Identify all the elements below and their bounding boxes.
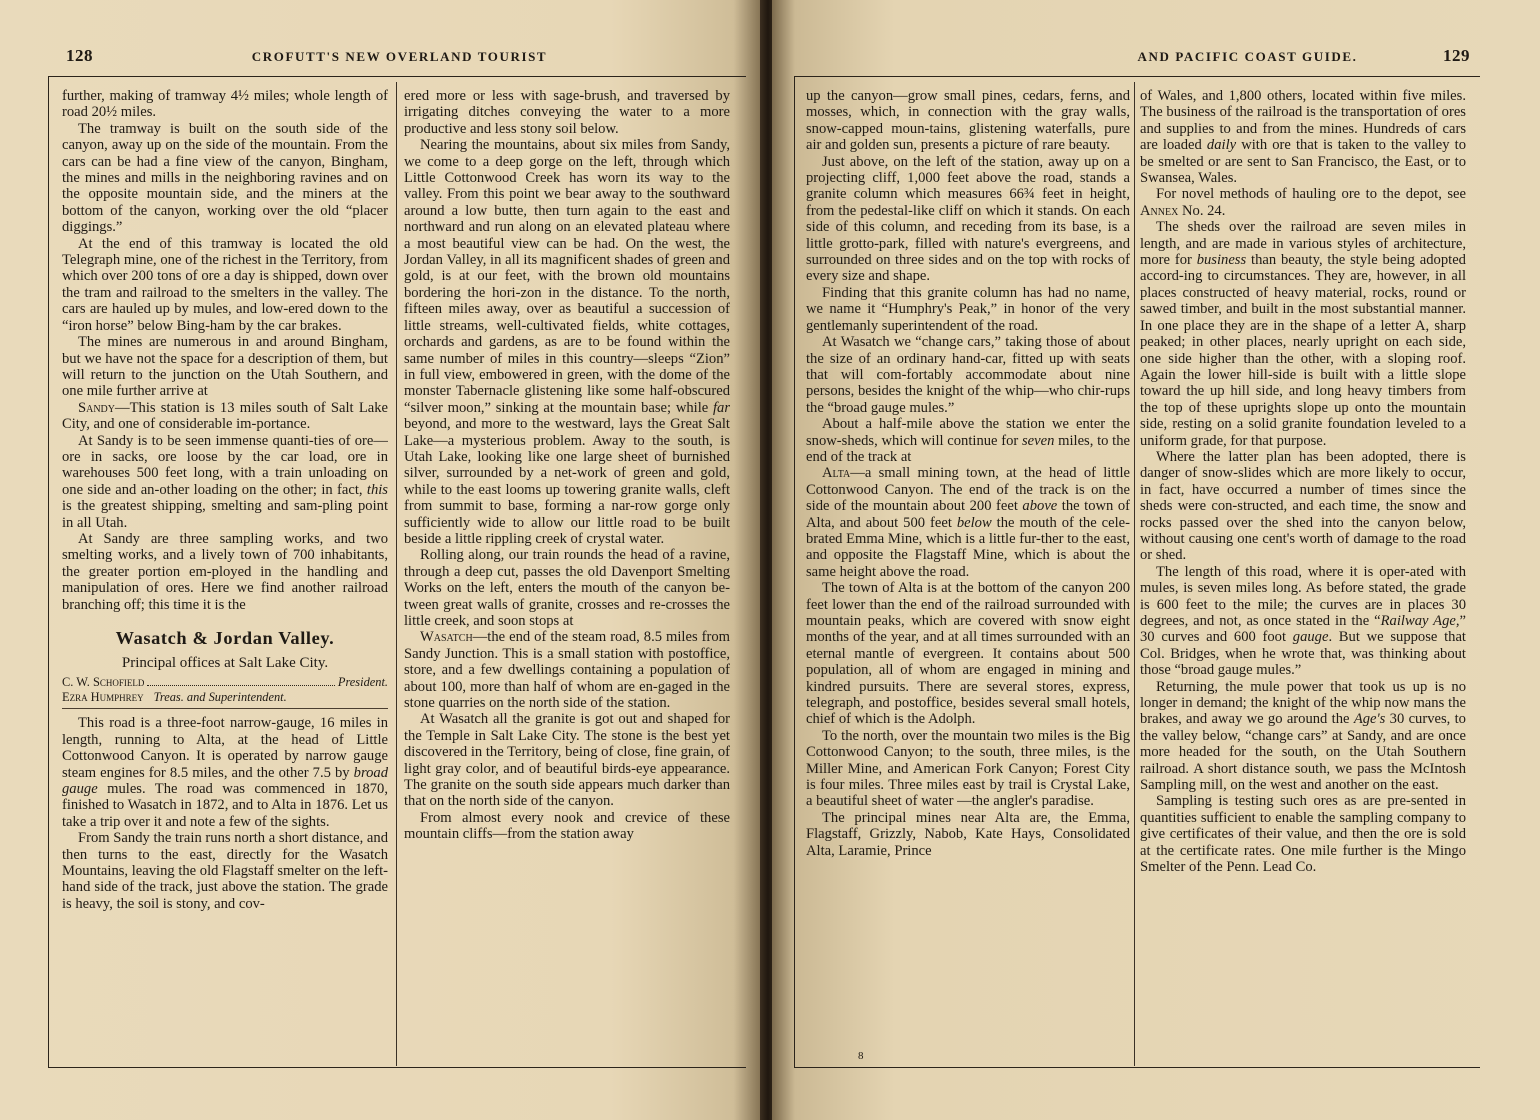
left-running-head: CROFUTT'S NEW OVERLAND TOURIST <box>251 49 548 64</box>
italic-text: Age's <box>1353 711 1386 728</box>
text-run: Nearing the mountains, about six miles from Sandy, we come to a deep gorge on the left, through which Little Cottonwood Creek has worn its way to the valley. From this point we bear away to the southward around a low butte, then turn again to the east and northward and run along on an elevated plateau where a most beautiful view can be had. On the west, the Jordan Valley, in all its magnificent shades of green and gold, is at our feet, with the brown old mountains bordering the hori-zon in the distance. To the north, fifteen miles away, over as beautiful a succession of little streams, well-cultivated fields, white cottages, orchards and gardens, as are to be found within the same number of miles in this country—sleeps “Zion” in full view, embowered in green, with the dome of the monster Tabernacle glistening like some half-obscured “silver moon,” sinking at the mountain base; while <box>404 137 730 416</box>
left-outer-frame <box>48 76 49 1068</box>
paragraph <box>806 580 1130 728</box>
officer-name: Ezra Humphrey <box>62 690 144 705</box>
text-run: mules. The road was commenced in 1870, finished to Wasatch in 1872, and to Alta in 1876. Let us take a trip over it and note a few of the sights. <box>62 781 388 830</box>
paragraph <box>806 728 1130 810</box>
text-run: The sheds over the railroad are seven miles in length, and are made in various styles of architecture, more for <box>1140 219 1466 269</box>
paragraph <box>806 285 1130 334</box>
text-run: Sampling is testing such ores as are pre-sented in quantities sufficient to enable the sampling company to give certificates of their value, and then the ore is sold at the certificate rates. One mile further is the Mingo Smelter of the Penn. Lead Co. <box>1140 793 1466 876</box>
paragraph <box>404 88 730 137</box>
paragraph <box>806 154 1130 285</box>
small-caps-term: Wasatch <box>420 629 473 646</box>
text-run: At Wasatch we “change cars,” taking those of about the size of an ordinary hand-car, fitted up with seats that will com-fortably accommodate about nine persons, besides the knight of the whip—who chir-rups the “broad gauge mules.” <box>806 334 1130 416</box>
text-run: the mouth of the cele-brated Emma Mine, which is a little fur-ther to the east, and opposite the Flagstaff Mine, which is about the same height above the road. <box>806 514 1130 580</box>
officer-row <box>62 675 388 690</box>
paragraph <box>62 334 388 400</box>
paragraph <box>1140 564 1466 679</box>
paragraph <box>806 465 1130 580</box>
signature-mark: 8 <box>858 1050 864 1062</box>
officers-list <box>62 675 388 709</box>
paragraph <box>62 433 388 531</box>
paragraph <box>806 416 1130 465</box>
paragraph <box>1140 679 1466 794</box>
officer-role: Treas. and Superintendent. <box>153 690 287 705</box>
text-run: miles, to the end of the track at <box>806 432 1130 465</box>
paragraph <box>62 236 388 334</box>
text-run: The length of this road, where it is oper-ated with mules, is seven miles long. As before stated, the grade is 600 feet to the mile; the curves are in places 30 degrees, and not, as once stated in the “ <box>1140 563 1466 629</box>
paragraph <box>62 400 388 433</box>
left-column-1 <box>62 88 388 1062</box>
text-run: —This station is 13 miles south of Salt Lake City, and one of considerable im-portance. <box>62 399 388 433</box>
text-run: The principal mines near Alta are, the Emma, Flagstaff, Grizzly, Nabob, Kate Hays, Consolidated Alta, Laramie, Prince <box>806 809 1130 859</box>
officer-row <box>62 690 388 705</box>
paragraph <box>1140 88 1466 186</box>
italic-text: business <box>1196 252 1247 269</box>
small-caps-term: Sandy <box>78 399 116 416</box>
leader-dots <box>147 685 334 686</box>
right-page-number: 129 <box>1443 46 1470 65</box>
left-page-header <box>66 46 730 70</box>
text-run: Just above, on the left of the station, away up on a projecting cliff, 1,000 feet above the road, stands a granite column which measures 66¾ feet in height, from the pedestal-like cliff on which it stands. On each side of this column, and receding from its base, is a little grotto-park, filled with nature's evergreens, and surrounded on three sides and on the top with rocks of every size and shape. <box>806 153 1130 285</box>
text-run: ered more or less with sage-brush, and traversed by irrigating ditches conveying the water to a more productive and less stony soil below. <box>404 88 730 137</box>
italic-text: Railway Age, <box>1380 613 1460 629</box>
paragraph <box>806 88 1130 154</box>
text-run: At Wasatch all the granite is got out and shaped for the Temple in Salt Lake City. The stone is the best yet discovered in the Territory, being of close, fine grain, of light gray color, and of beautiful birds-eye appearance. The granite on the south side appears much darker than that on the north side of the canyon. <box>404 711 730 810</box>
paragraph <box>62 531 388 613</box>
text-run: Finding that this granite column has had no name, we name it “Humphry's Peak,” in honor of the very gentlemanly superintendent of the road. <box>806 284 1130 334</box>
right-header-rule <box>794 76 1480 77</box>
text-run: This road is a three-foot narrow-gauge, 16 miles in length, running to Alta, at the head of Little Cottonwood Canyon. It is operated by narrow gauge steam engines for 8.5 miles, and the other 7.5 by <box>62 715 388 781</box>
text-run: Rolling along, our train rounds the head of a ravine, through a deep cut, passes the old Davenport Smelting Works on the left, enters the mouth of the canyon be-tween great walls of granite, crosses and re-crosses the little creek, and soon stops at <box>404 547 730 629</box>
text-run: The town of Alta is at the bottom of the canyon 200 feet lower than the end of the railroad surrounded with mountain peaks, which are covered with snow eight months of the year, and at all times surrounded with an eternal mantle of evergreen. It contains about 500 population, all of whom are engaged in mining and kindred pursuits. There are several stores, express, telegraph, and postoffice, besides several small hotels, chief of which is the Adolph. <box>806 580 1130 728</box>
paragraph <box>62 715 388 830</box>
text-run: than beauty, the style being adopted accord-ing to circumstances. They are, however, in all places constructed of heavy material, rocks, round or sawed timber, and built in the most substantial manner. In one place they are in the shape of a letter A, sharp peaked; in other places, nearly upright on each side, one side higher than the other, with a sloping roof. Again the lower hill-side is built with a little slope toward the up hill side, and long heavy timbers from the top of these uprights slope up onto the mountain side, resting on a solid granite foundation leveled to a uniform grade, for that purpose. <box>1140 252 1466 449</box>
text-run: 30 curves, to the valley below, “change cars” at Sandy, and are once more headed for the south, on the Utah Southern railroad. A short distance south, we pass the McIntosh Sampling mill, on the west and another on the east. <box>1140 711 1466 794</box>
paragraph <box>404 547 730 629</box>
text-run: beyond, and more to the westward, lays the Great Salt Lake—a mysterious problem. Away to the south, is Utah Lake, looking like one large sheet of burnished silver, surrounded by a net-work of green and gold, while to the east looms up towering granite walls, cleft from summit to base, forming a nar-row gorge only sufficiently wide to allow our little road to be built beside a little rippling creek of crystal water. <box>404 416 730 547</box>
text-run: further, making of tramway 4½ miles; whole length of road 20½ miles. <box>62 88 388 121</box>
left-column-divider <box>396 82 397 1066</box>
small-caps-term: Alta <box>822 465 851 482</box>
paragraph <box>1140 219 1466 449</box>
text-run: —a small mining town, at the head of little Cottonwood Canyon. The end of the track is on the side of the mountain about 200 feet <box>806 465 1130 515</box>
italic-text: this <box>366 481 388 498</box>
text-run: —the end of the steam road, 8.5 miles from Sandy Junction. This is a small station with postoffice, store, and a few dwellings containing a population of about 100, more than half of whom are en-gaged in the stone quarries on the north side of the station. <box>404 629 730 712</box>
right-running-head: AND PACIFIC COAST GUIDE. <box>1137 49 1358 64</box>
italic-text: seven <box>1021 432 1055 449</box>
paragraph <box>62 121 388 236</box>
text-run: For novel methods of hauling ore to the depot, see <box>1156 186 1466 203</box>
section-subheading: Principal offices at Salt Lake City. <box>121 655 329 671</box>
italic-text: gauge <box>1292 629 1329 646</box>
paragraph <box>62 88 388 121</box>
paragraph <box>806 810 1130 859</box>
section-heading: Wasatch & Jordan Valley. <box>115 628 335 648</box>
italic-text: broad gauge <box>62 764 388 798</box>
text-run: Returning, the mule power that took us up is no longer in demand; the knight of the whip now mans the brakes, and away we go around the <box>1140 678 1466 728</box>
italic-text: below <box>956 514 992 531</box>
right-outer-frame <box>794 76 795 1068</box>
paragraph <box>404 629 730 711</box>
paragraph <box>806 334 1130 416</box>
text-run: Where the latter plan has been adopted, there is danger of snow-slides which are more likely to occur, in fact, have occurred a number of times since the sheds were con-structed, and each time, the snow and rocks passed over the shed into the canyon below, without causing one cent's worth of damage to the road or shed. <box>1140 448 1466 564</box>
italic-text: above <box>1022 498 1058 515</box>
text-run: From almost every nook and crevice of these mountain cliffs—from the station away <box>404 809 730 843</box>
text-run: up the canyon—grow small pines, cedars, ferns, and mosses, which, in connection with the gray walls, snow-capped moun-tains, glistening waterfalls, pure air and golden sun, presents a picture of rare beauty. <box>806 88 1130 154</box>
paragraph <box>1140 793 1466 875</box>
paragraph <box>1140 186 1466 219</box>
officer-name: C. W. Schofield <box>62 675 145 690</box>
right-page <box>772 0 1540 1120</box>
text-run: To the north, over the mountain two miles is the Big Cottonwood Canyon; to the south, three miles, is the Miller Mine, and American Fork Canyon; Forest City is four miles. Three miles east by trail is Crystal Lake, a beautiful sheet of water —the angler's paradise. <box>806 727 1130 810</box>
left-bottom-rule <box>48 1067 746 1068</box>
right-column-1 <box>806 88 1130 1062</box>
paragraph <box>404 810 730 843</box>
text-run: The tramway is built on the south side of the canyon, away up on the side of the mountain. From the cars can be had a fine view of the canyon, Bingham, the mines and mills in the neighboring ravines and on the opposite mountain side, and the miners at the bottom of the canyon, working over the old “placer diggings.” <box>62 120 388 236</box>
small-caps-term: Annex <box>1140 202 1179 219</box>
text-run: From Sandy the train runs north a short distance, and then turns to the east, directly for the Wasatch Mountains, leaving the old Flagstaff smelter on the left-hand side of the track, just above the station. The grade is heavy, the soil is stony, and cov- <box>62 830 388 912</box>
text-run: with ore that is taken to the valley to be smelted or are sent to San Francisco, the East, or to Swansea, Wales. <box>1140 137 1466 187</box>
right-column-2 <box>1140 88 1466 1062</box>
left-column-2 <box>404 88 730 1062</box>
right-column-divider <box>1134 82 1135 1066</box>
italic-text: far <box>712 399 730 416</box>
text-run: No. 24. <box>1178 202 1226 219</box>
left-page <box>0 0 764 1120</box>
right-bottom-rule <box>794 1067 1480 1068</box>
text-run: At the end of this tramway is located the old Telegraph mine, one of the richest in the Territory, from which over 200 tons of ore a day is shipped, down over the tram and railroad to the smelters in the valley. The cars are hauled up by mules, and low-ered down to the “iron horse” below Bing-ham by the car brakes. <box>62 235 388 334</box>
text-run: is the greatest shipping, smelting and sam-pling point in all Utah. <box>62 498 388 531</box>
text-run: At Sandy is to be seen immense quanti-ties of ore—ore in sacks, ore loose by the car load, ore in warehouses 500 feet long, with a train unloading on one side and an-other loading on the other; in fact, <box>62 432 388 498</box>
officer-role: President. <box>337 675 388 690</box>
paragraph <box>1140 449 1466 564</box>
text-run: About a half-mile above the station we enter the snow-sheds, which will continue for <box>806 416 1130 449</box>
paragraph <box>404 711 730 809</box>
left-page-number: 128 <box>66 46 93 65</box>
text-run: the town of Alta, and about 500 feet <box>806 498 1130 531</box>
text-run: of Wales, and 1,800 others, located within five miles. The business of the railroad is the transportation of ores and supplies to and from the mines. Hundreds of cars are loaded <box>1140 88 1466 154</box>
text-run: The mines are numerous in and around Bingham, but we have not the space for a description of them, but will return to the junction on the Utah Southern, and one mile further arrive at <box>62 334 388 400</box>
text-run: ” 30 curves and 600 foot <box>1140 613 1466 646</box>
paragraph <box>62 830 388 912</box>
text-run: . But we suppose that Col. Bridges, when he wrote that, was thinking about those “broad gauge mules.” <box>1140 629 1466 679</box>
italic-text: daily <box>1206 137 1237 154</box>
paragraph <box>404 137 730 547</box>
left-header-rule <box>48 76 746 77</box>
right-page-header <box>1028 46 1470 70</box>
text-run: At Sandy are three sampling works, and two smelting works, and a lively town of 700 inhabitants, the greater portion em-ployed in the handling and manipulation of ores. Here we find another railroad branching off; this time it is the <box>62 530 388 613</box>
